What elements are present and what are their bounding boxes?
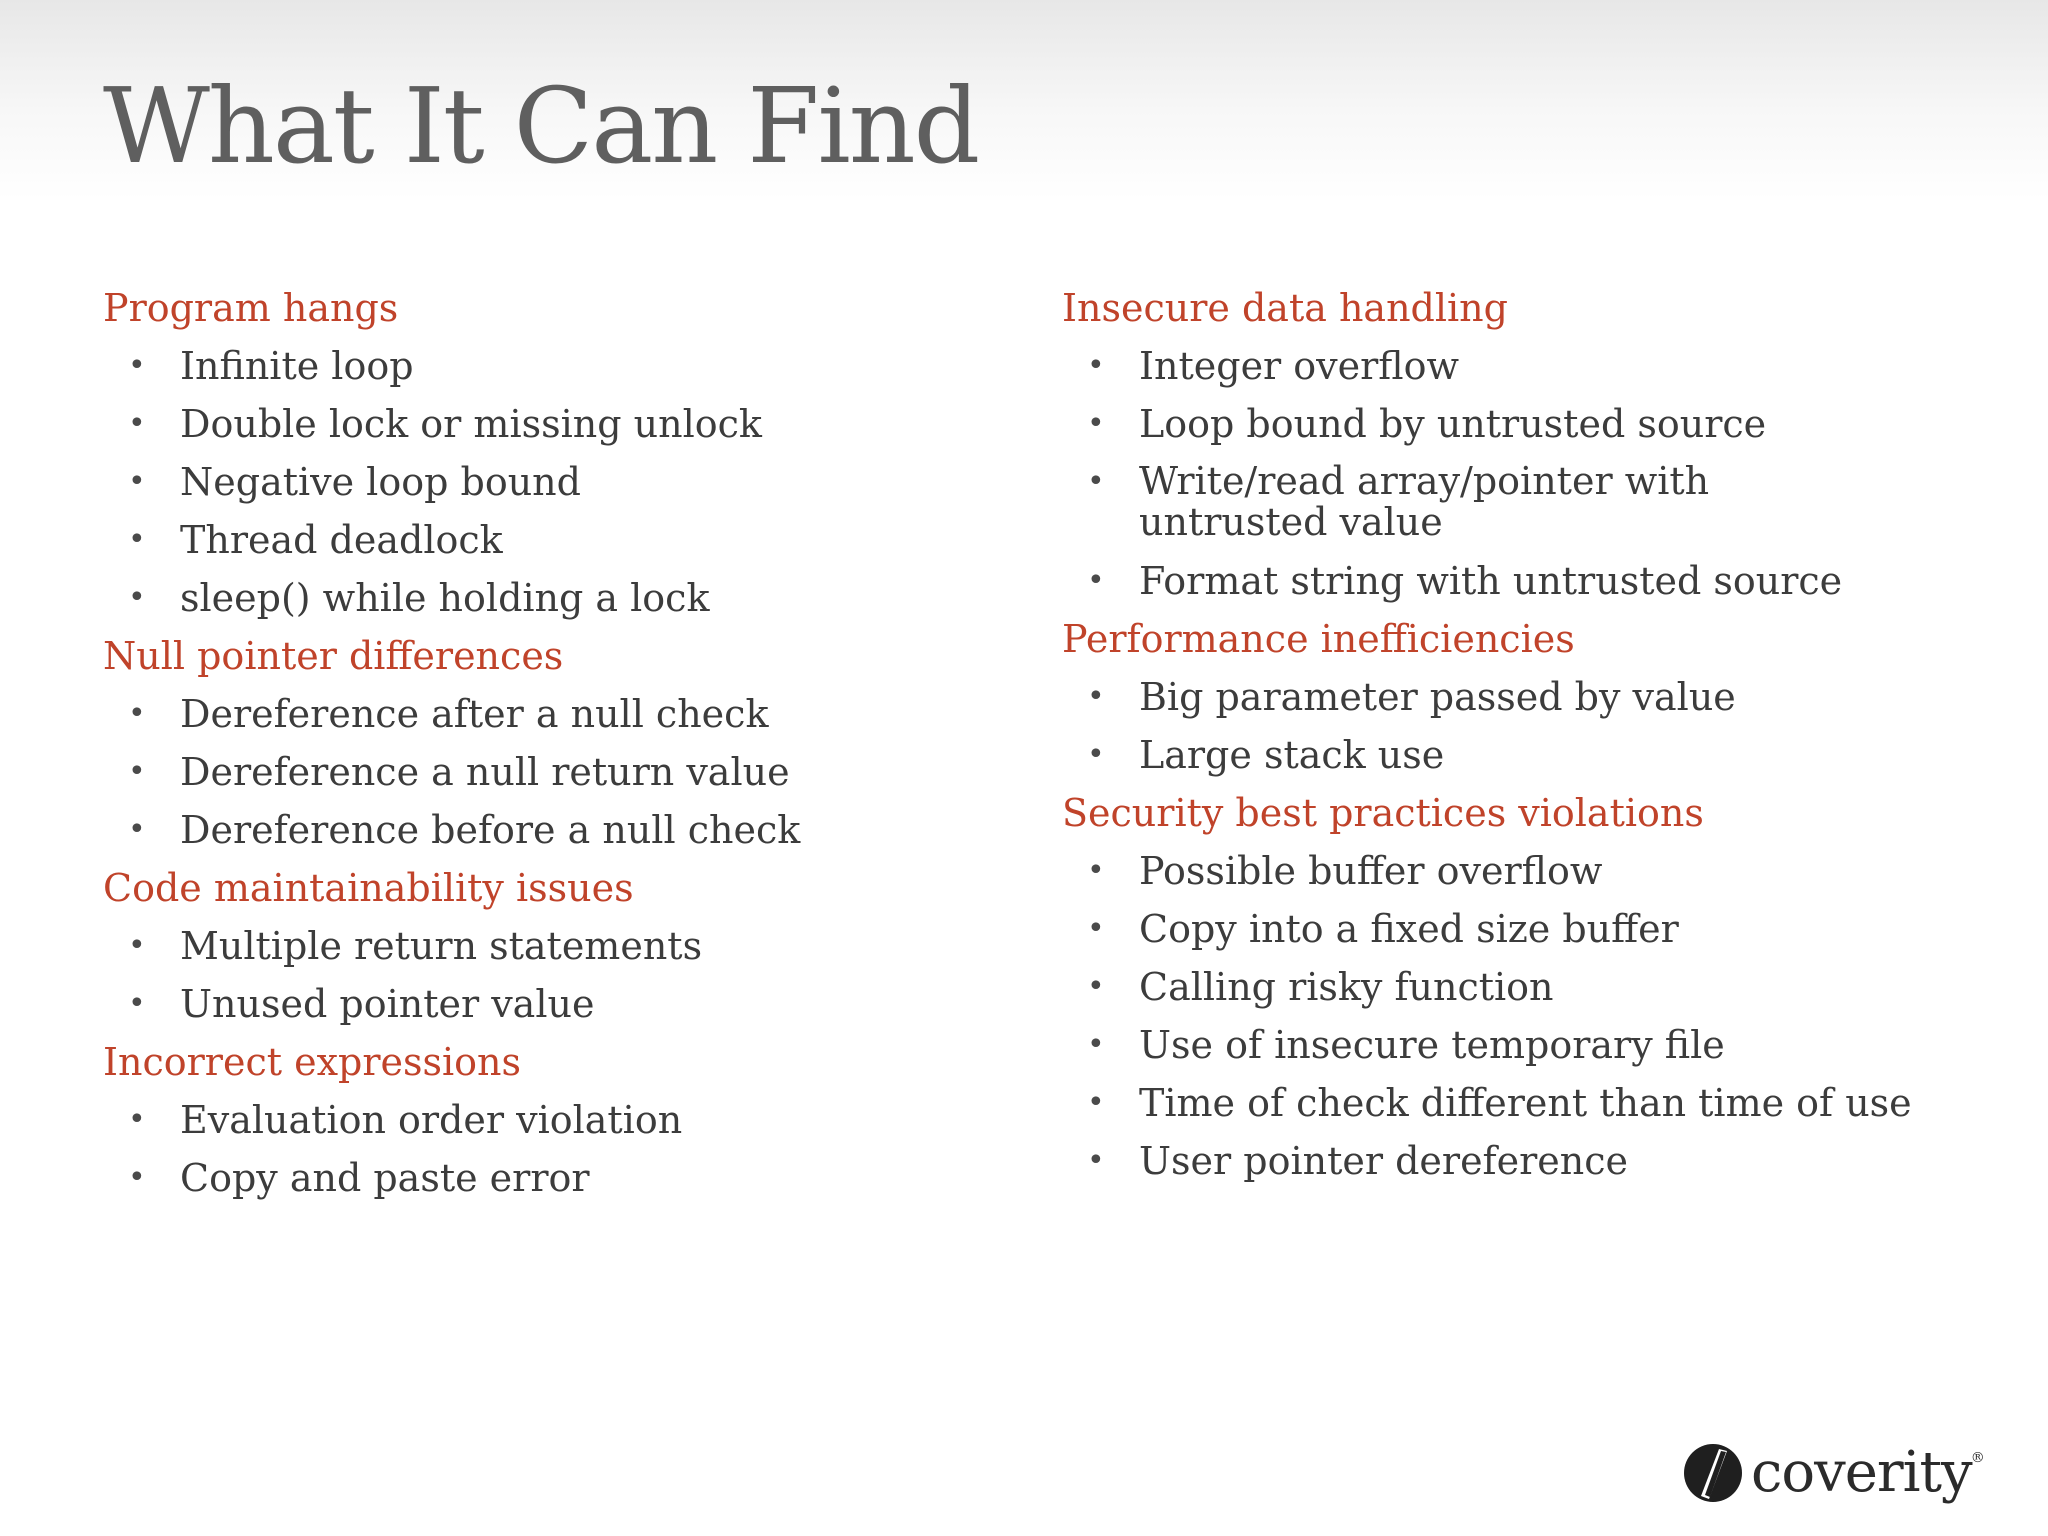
list-item-text: Format string with untrusted source <box>1139 559 1843 603</box>
list-item <box>1062 552 1962 610</box>
bullet-icon: • <box>128 986 146 1021</box>
bullet-icon: • <box>1087 1027 1105 1062</box>
bullet-icon: • <box>1087 406 1105 441</box>
list-item-text: Multiple return statements <box>180 924 703 968</box>
list-item <box>1062 1016 1962 1074</box>
list-item <box>1062 668 1962 726</box>
list-item-text: Dereference before a null check <box>180 808 801 852</box>
list-item <box>103 685 983 743</box>
list-item-text: Dereference after a null check <box>180 692 769 736</box>
category-heading: Incorrect expressions <box>103 1040 521 1084</box>
list-item-text: Write/read array/pointer with untrusted value <box>1139 459 1710 544</box>
registered-mark: ® <box>1970 1450 1984 1466</box>
category-group <box>103 627 983 859</box>
list-item <box>1062 337 1962 395</box>
list-item-text: Copy and paste error <box>180 1156 590 1200</box>
bullet-list <box>103 917 983 1033</box>
bullet-icon: • <box>1087 679 1105 714</box>
logo-wordmark-text: coverity <box>1751 1440 1972 1505</box>
list-item <box>103 917 983 975</box>
right-column <box>1062 279 1962 1190</box>
list-item <box>103 975 983 1033</box>
list-item-text: Large stack use <box>1139 733 1445 777</box>
list-item <box>103 453 983 511</box>
list-item-text: Possible buffer overflow <box>1139 849 1603 893</box>
category-heading: Code maintainability issues <box>103 866 634 910</box>
list-item-text: Infinite loop <box>180 344 414 388</box>
list-item <box>103 1091 983 1149</box>
list-item-text: Big parameter passed by value <box>1139 675 1736 719</box>
list-item-text: Loop bound by untrusted source <box>1139 402 1767 446</box>
bullet-icon: • <box>128 928 146 963</box>
category-heading: Null pointer differences <box>103 634 564 678</box>
list-item <box>103 569 983 627</box>
bullet-icon: • <box>128 1102 146 1137</box>
list-item <box>1062 958 1962 1016</box>
coverity-logo-icon <box>1683 1443 1743 1503</box>
bullet-icon: • <box>128 348 146 383</box>
bullet-icon: • <box>1087 1143 1105 1178</box>
category-group <box>103 859 983 1033</box>
category-group <box>1062 279 1962 610</box>
category-heading: Program hangs <box>103 286 399 330</box>
list-item-text: Double lock or missing unlock <box>180 402 762 446</box>
list-item <box>1062 1074 1962 1132</box>
list-item-text: Copy into a fixed size buffer <box>1139 907 1679 951</box>
bullet-icon: • <box>1087 563 1105 598</box>
list-item <box>103 511 983 569</box>
list-item <box>1062 1132 1962 1190</box>
bullet-list <box>1062 668 1962 784</box>
list-item <box>1062 395 1962 453</box>
bullet-icon: • <box>1087 969 1105 1004</box>
list-item-text: Negative loop bound <box>180 460 581 504</box>
list-item <box>1062 726 1962 784</box>
list-item <box>103 1149 983 1207</box>
category-heading: Insecure data handling <box>1062 286 1508 330</box>
bullet-list <box>103 1091 983 1207</box>
bullet-icon: • <box>1087 464 1105 499</box>
bullet-list <box>103 337 983 627</box>
category-heading: Performance inefficiencies <box>1062 617 1575 661</box>
list-item-text: sleep() while holding a lock <box>180 576 710 620</box>
category-group <box>1062 610 1962 784</box>
bullet-icon: • <box>1087 348 1105 383</box>
list-item-text: Unused pointer value <box>180 982 595 1026</box>
list-item-text: Dereference a null return value <box>180 750 790 794</box>
list-item <box>103 395 983 453</box>
bullet-icon: • <box>128 812 146 847</box>
category-group <box>103 1033 983 1207</box>
logo-wordmark <box>1751 1440 1984 1505</box>
coverity-logo <box>1683 1438 1984 1508</box>
bullet-icon: • <box>128 754 146 789</box>
bullet-icon: • <box>128 580 146 615</box>
list-item-text: Evaluation order violation <box>180 1098 683 1142</box>
list-item-text: Thread deadlock <box>180 518 503 562</box>
list-item-text: Integer overflow <box>1139 344 1460 388</box>
list-item <box>1062 842 1962 900</box>
bullet-icon: • <box>128 696 146 731</box>
slide-title: What It Can Find <box>103 65 979 187</box>
list-item <box>1062 900 1962 958</box>
left-column <box>103 279 983 1207</box>
bullet-icon: • <box>1087 911 1105 946</box>
bullet-list <box>103 685 983 859</box>
list-item-text: Time of check different than time of use <box>1139 1081 1912 1125</box>
bullet-icon: • <box>1087 853 1105 888</box>
list-item-text: User pointer dereference <box>1139 1139 1629 1183</box>
bullet-icon: • <box>128 464 146 499</box>
bullet-list <box>1062 337 1962 610</box>
category-group <box>1062 784 1962 1190</box>
bullet-icon: • <box>128 406 146 441</box>
list-item <box>103 337 983 395</box>
list-item <box>103 801 983 859</box>
list-item <box>1062 453 1759 552</box>
list-item <box>103 743 983 801</box>
category-group <box>103 279 983 627</box>
category-heading: Security best practices violations <box>1062 791 1704 835</box>
bullet-icon: • <box>128 1160 146 1195</box>
bullet-icon: • <box>128 522 146 557</box>
bullet-icon: • <box>1087 737 1105 772</box>
bullet-icon: • <box>1087 1085 1105 1120</box>
list-item-text: Calling risky function <box>1139 965 1554 1009</box>
bullet-list <box>1062 842 1962 1190</box>
list-item-text: Use of insecure temporary file <box>1139 1023 1725 1067</box>
